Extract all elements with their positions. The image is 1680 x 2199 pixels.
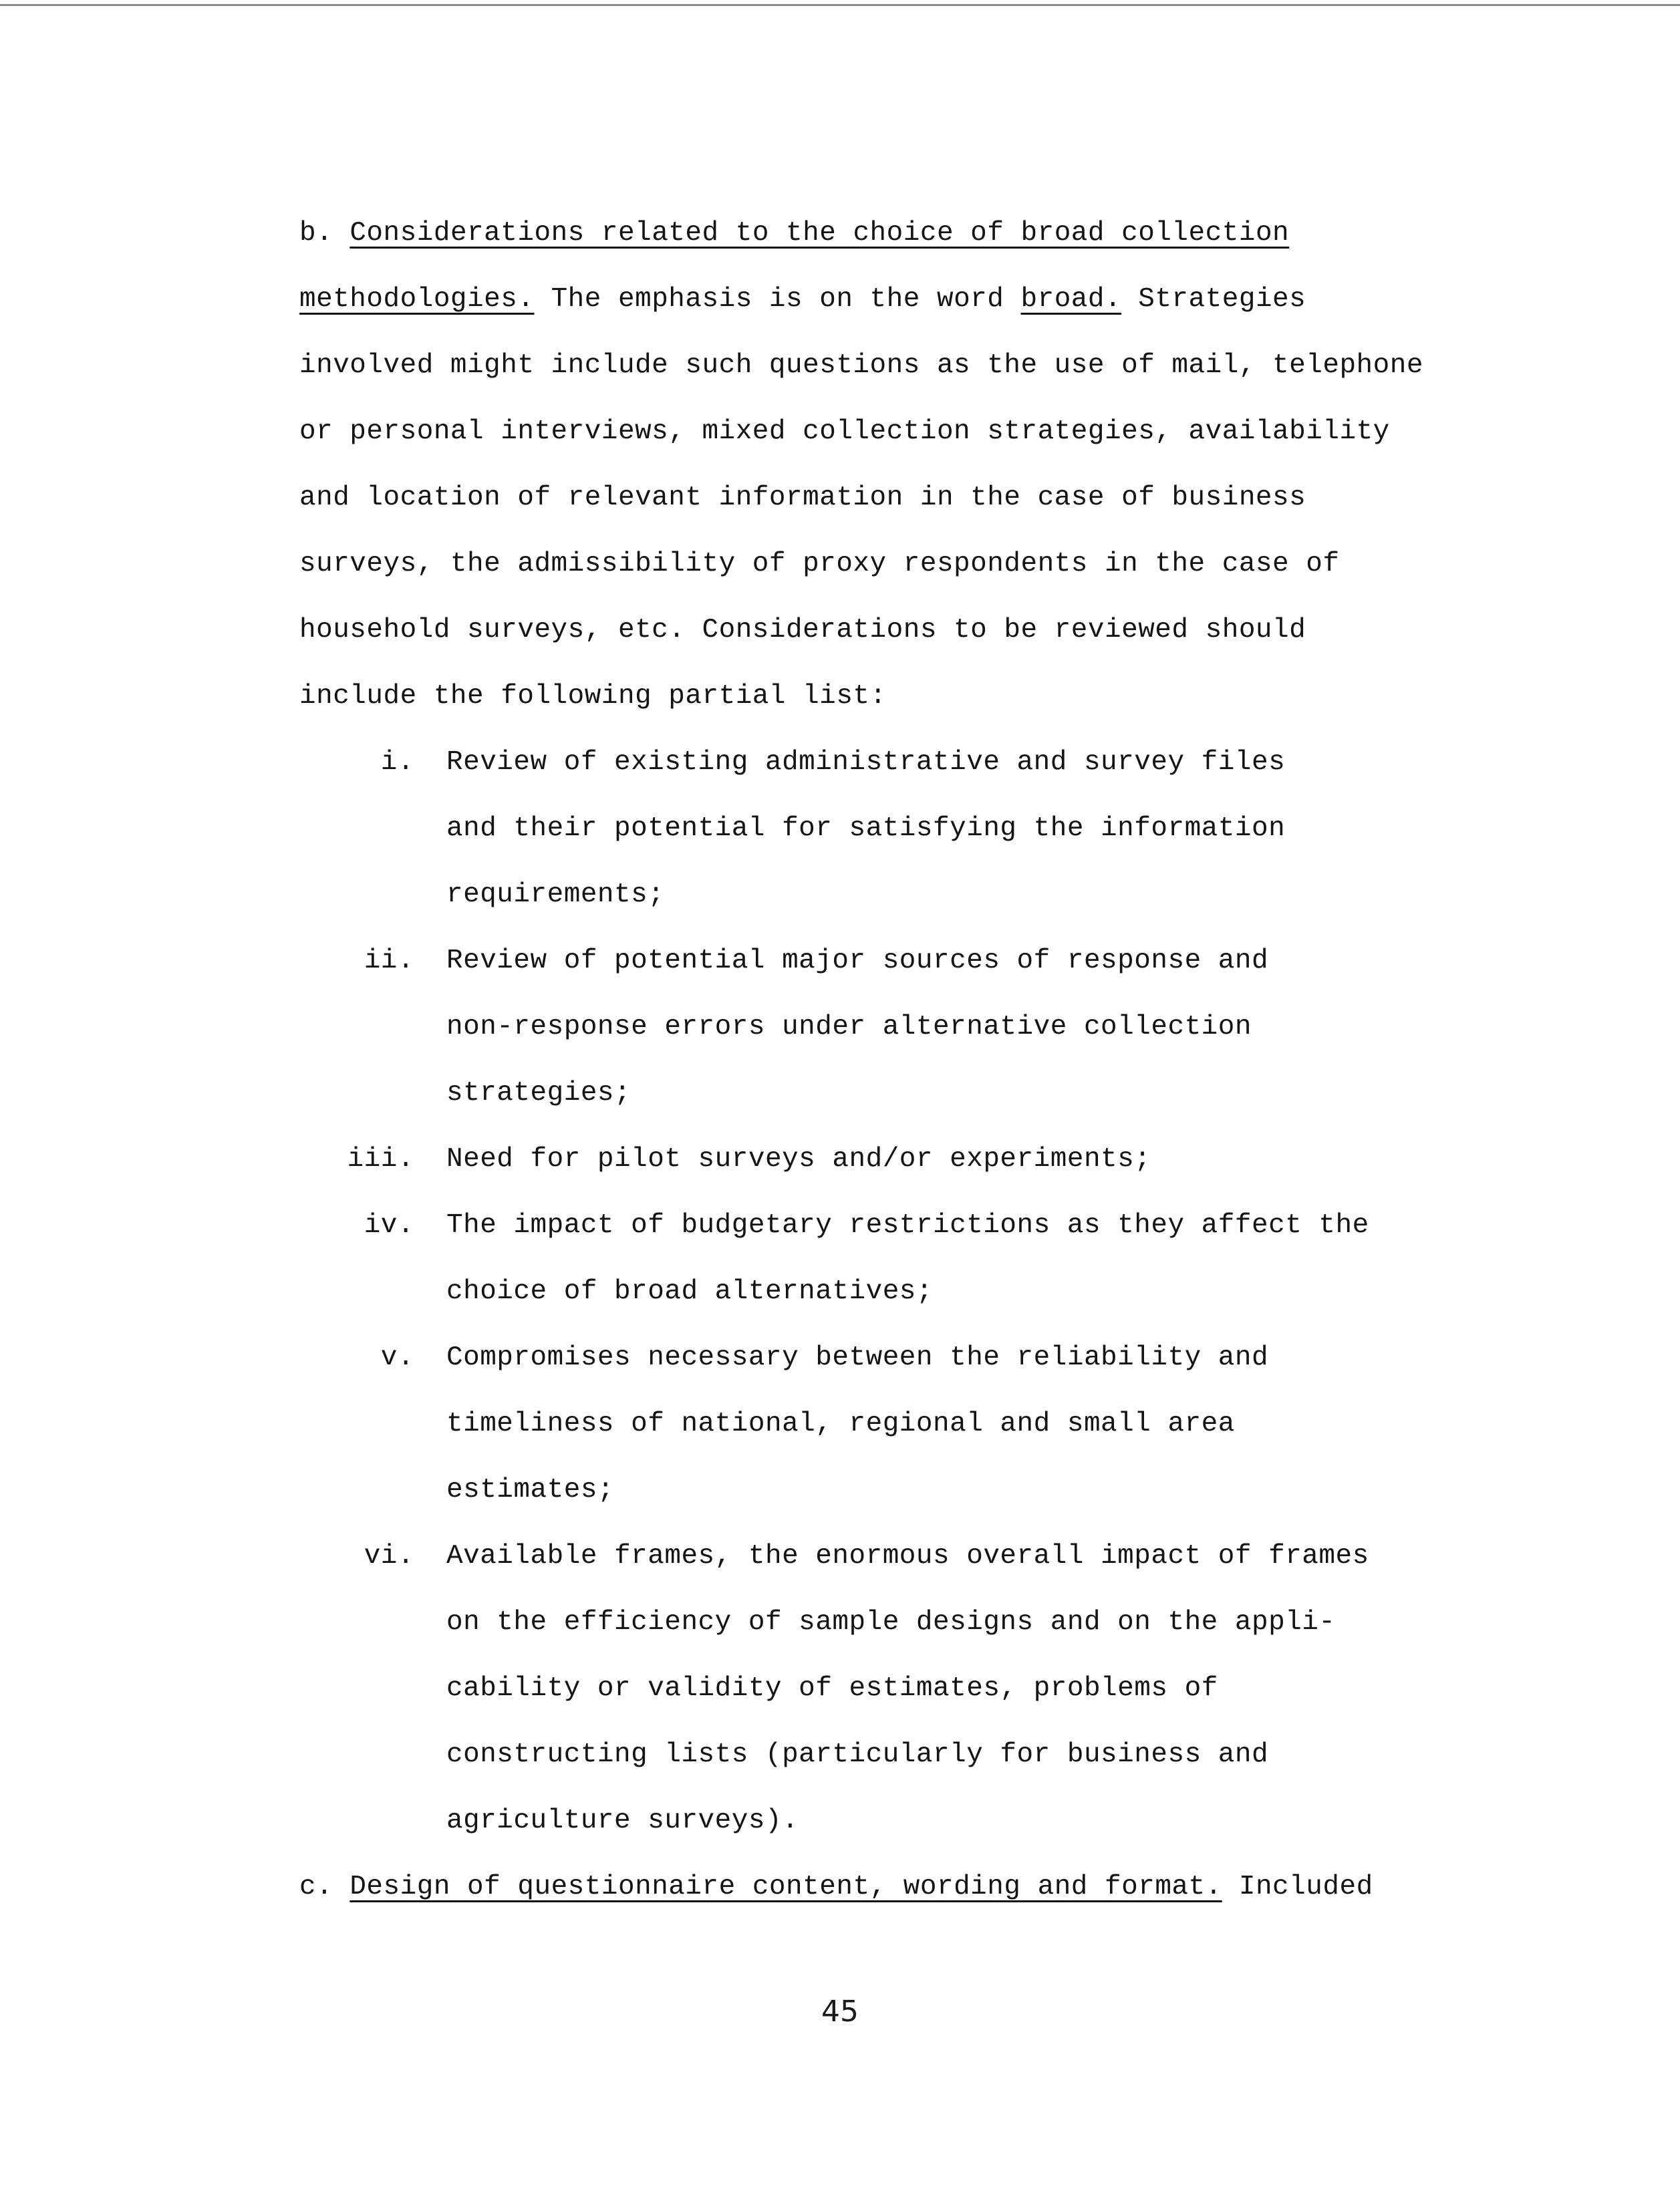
list-item-text: Need for pilot surveys and/or experiments; (446, 1144, 1151, 1175)
section-c-heading-line (299, 1854, 1476, 1920)
section-b-heading: Considerations related to the choice of broad collection (349, 218, 1290, 249)
list-item-text: timeliness of national, regional and small area (446, 1409, 1235, 1439)
section-c-trailing-text: Included (1222, 1872, 1373, 1902)
list-item-text: cability or validity of estimates, problems of (446, 1673, 1218, 1704)
paragraph-line: include the following partial list: (299, 681, 887, 712)
list-item-text: on the efficiency of sample designs and on the appli- (446, 1607, 1336, 1638)
list-item-text: Review of potential major sources of response and (446, 945, 1269, 976)
list-item-text: and their potential for satisfying the information (446, 813, 1286, 844)
list-item-text: Review of existing administrative and survey files (446, 747, 1286, 778)
list-item (299, 1127, 1476, 1193)
list-item (299, 1523, 1476, 1590)
word-broad: broad. (1020, 284, 1122, 315)
list-item-text: constructing lists (particularly for business and (446, 1739, 1269, 1770)
section-c-label: c. (299, 1872, 333, 1902)
section-b-text-b: Strategies (1121, 284, 1306, 315)
section-b-heading-continued: methodologies. (299, 284, 535, 315)
list-item (299, 730, 1476, 796)
list-item-number: vi. (364, 1541, 414, 1572)
document-body (299, 200, 1476, 1920)
paragraph-line: household surveys, etc. Considerations to be reviewed should (299, 615, 1306, 645)
top-border-rule (0, 4, 1680, 6)
list-item-text: agriculture surveys). (446, 1805, 799, 1836)
paragraph-line: involved might include such questions as the use of mail, telephone (299, 350, 1423, 381)
list-item-number: iv. (364, 1210, 414, 1241)
list-item-text: The impact of budgetary restrictions as they affect the (446, 1210, 1369, 1241)
paragraph-line: surveys, the admissibility of proxy respondents in the case of (299, 549, 1340, 579)
paragraph-line: or personal interviews, mixed collection strategies, availability (299, 416, 1390, 447)
section-b-heading-line (299, 200, 1476, 267)
list-item-text: strategies; (446, 1078, 632, 1109)
list-item-number: iii. (347, 1144, 414, 1175)
list-item-text: non-response errors under alternative collection (446, 1012, 1252, 1042)
section-b-line-2 (299, 267, 1476, 333)
page-number: 45 (821, 1995, 859, 2029)
list-item-text: choice of broad alternatives; (446, 1276, 934, 1307)
list-item-number: i. (380, 747, 414, 778)
list-item (299, 1325, 1476, 1391)
list-item (299, 928, 1476, 994)
list-item (299, 1193, 1476, 1259)
paragraph-line: and location of relevant information in the case of business (299, 482, 1306, 513)
section-c-heading: Design of questionnaire content, wording and format. (349, 1872, 1222, 1902)
list-item-number: ii. (364, 945, 414, 976)
list-item-text: Compromises necessary between the reliability and (446, 1342, 1269, 1373)
list-item-number: v. (380, 1342, 414, 1373)
section-b-label: b. (299, 218, 333, 249)
list-item-text: estimates; (446, 1475, 615, 1505)
list-item-text: Available frames, the enormous overall impact of frames (446, 1541, 1369, 1572)
list-item-text: requirements; (446, 879, 665, 910)
section-b-text-a: The emphasis is on the word (534, 284, 1021, 315)
